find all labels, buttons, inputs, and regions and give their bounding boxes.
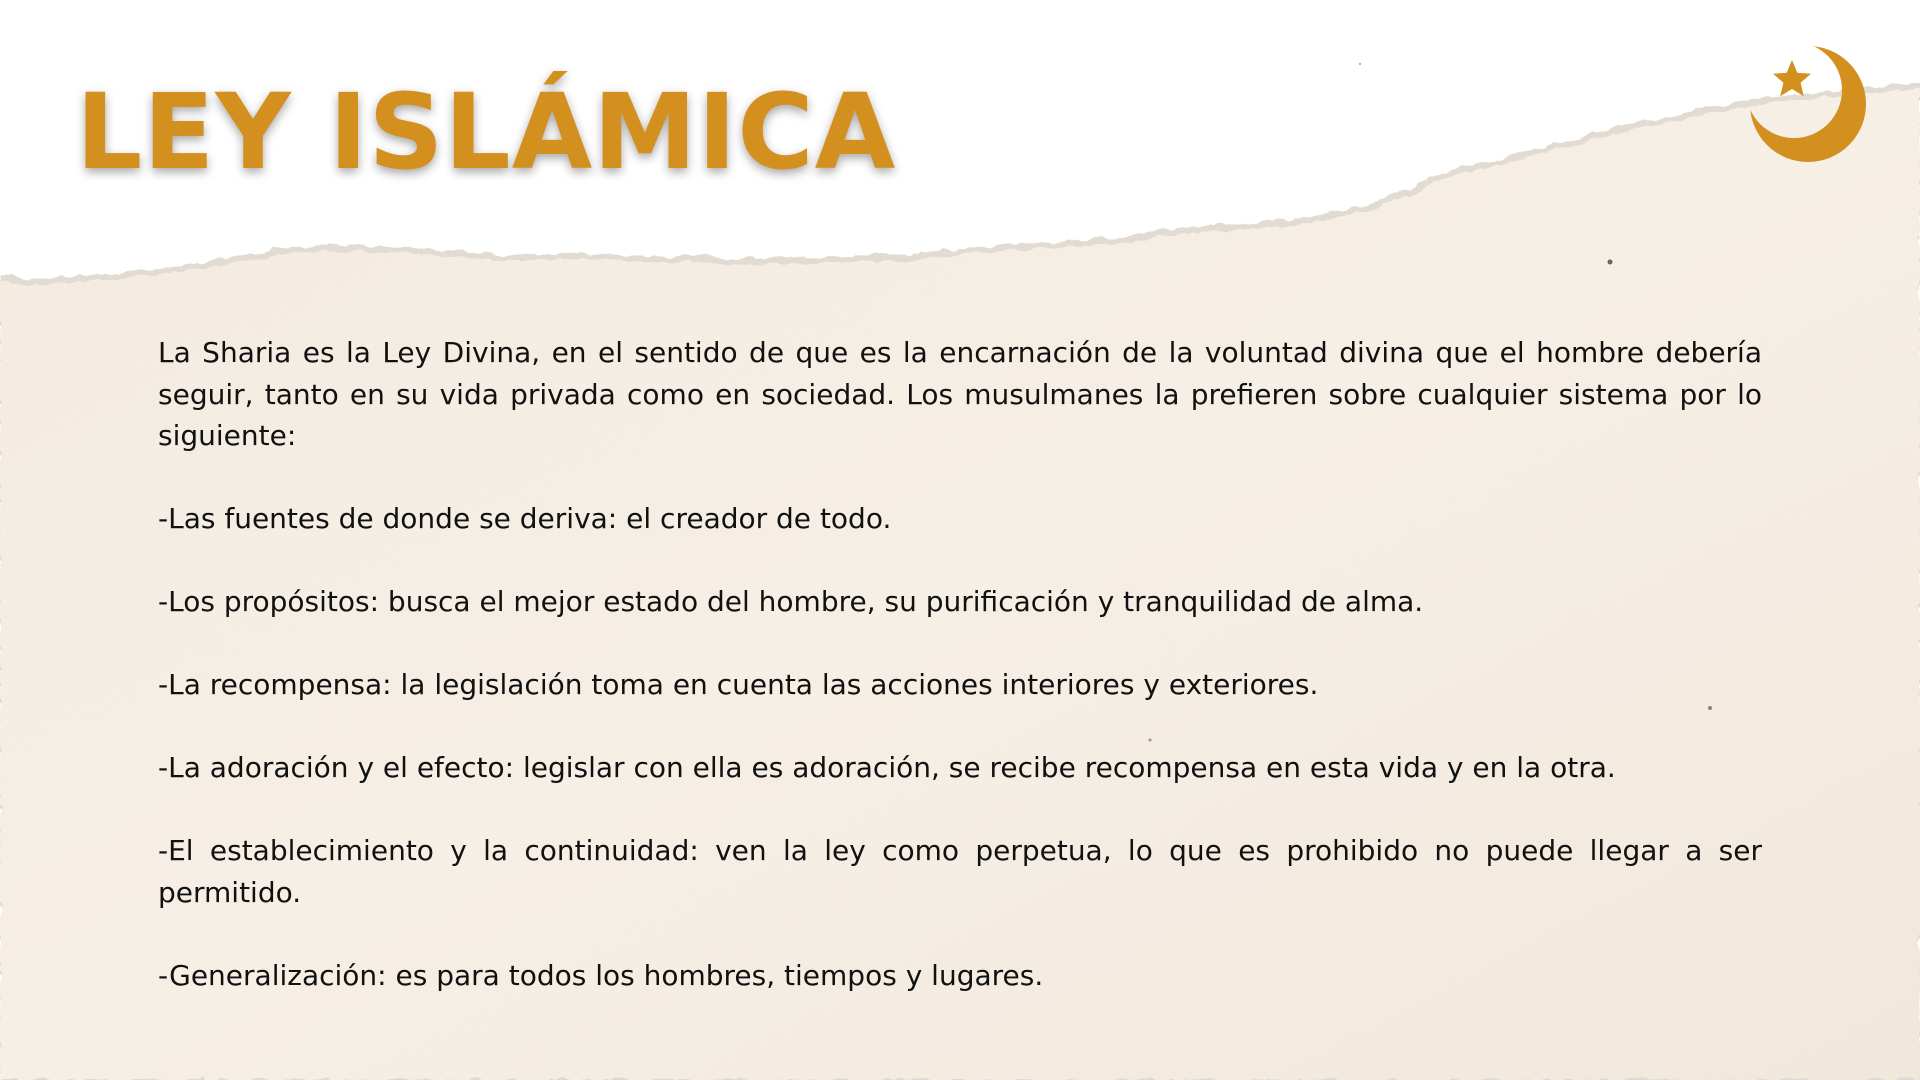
list-item: -El establecimiento y la continuidad: ven la ley como perpetua, lo que es prohibido no puede llegar a ser permitido. — [158, 834, 1762, 909]
list-item: -Generalización: es para todos los hombres, tiempos y lugares. — [158, 958, 1044, 992]
star-and-crescent-icon — [1742, 38, 1872, 168]
list-item: -Las fuentes de donde se deriva: el creador de todo. — [158, 502, 892, 535]
body-text — [158, 332, 1762, 996]
list-item: -La recompensa: la legislación toma en cuenta las acciones interiores y exteriores. — [158, 668, 1319, 701]
list-item: -Los propósitos: busca el mejor estado del hombre, su purificación y tranquilidad de alma. — [158, 585, 1424, 618]
list-item: -La adoración y el efecto: legislar con ella es adoración, se recibe recompensa en esta vida y en la otra. — [158, 751, 1616, 784]
intro-paragraph: La Sharia es la Ley Divina, en el sentido de que es la encarnación de la voluntad divina que el hombre debería seguir, tanto en su vida privada como en sociedad. Los musulmanes la prefieren sobre cualquier sistema por lo siguiente: — [158, 336, 1762, 452]
page-title: LEY ISLÁMICA — [76, 71, 897, 193]
